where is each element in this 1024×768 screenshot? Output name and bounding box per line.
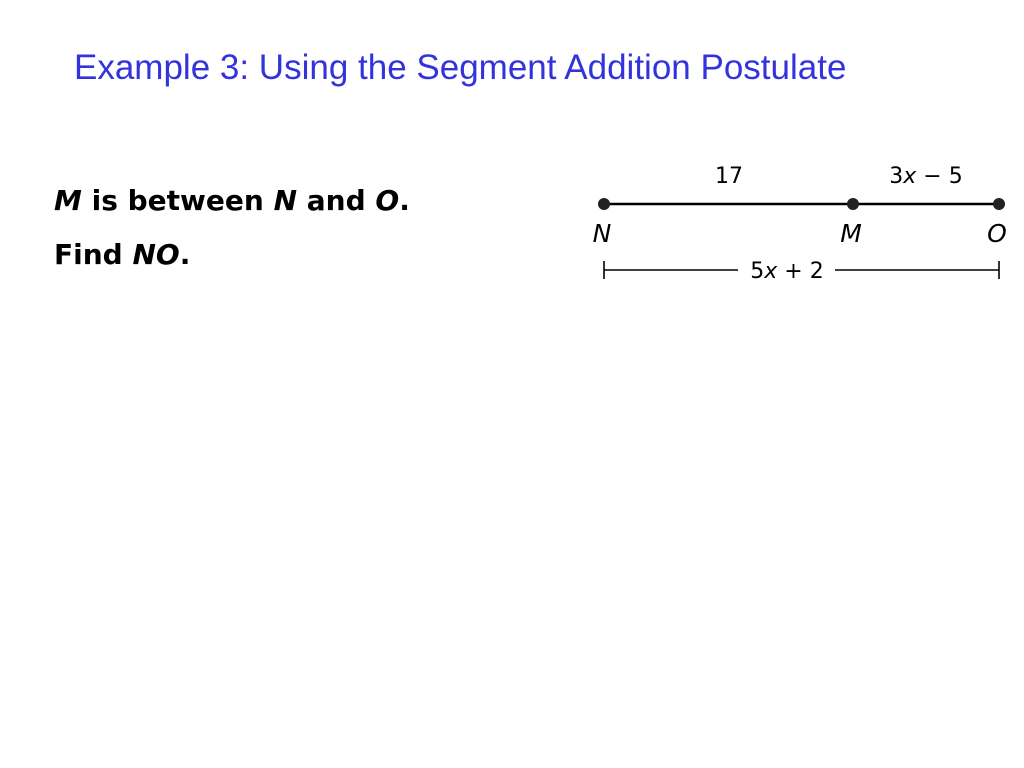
text-period: .	[399, 184, 410, 217]
point-m-ref: M	[54, 184, 82, 217]
point-m-label: M	[840, 219, 862, 248]
point-n-dot	[598, 198, 610, 210]
point-n-label: N	[592, 219, 612, 248]
segment-no-ref: NO	[132, 238, 180, 271]
point-o-ref: O	[375, 184, 400, 217]
problem-line-task	[54, 228, 410, 282]
problem-line-given	[54, 174, 410, 228]
point-o-dot	[993, 198, 1005, 210]
point-m-dot	[847, 198, 859, 210]
problem-statement	[54, 174, 410, 282]
slide-title: Example 3: Using the Segment Addition Postulate	[74, 48, 847, 87]
total-length-label: 5x + 2	[750, 259, 824, 284]
segment-diagram	[580, 150, 1020, 290]
text-find: Find	[54, 238, 133, 271]
segment-mo-label: 3x − 5	[889, 164, 963, 189]
text-is-between: is between	[81, 184, 274, 217]
point-n-ref: N	[273, 184, 298, 217]
text-period-2: .	[179, 238, 191, 271]
text-and: and	[297, 184, 376, 217]
segment-nm-label: 17	[715, 164, 743, 189]
point-o-label: O	[987, 219, 1007, 248]
